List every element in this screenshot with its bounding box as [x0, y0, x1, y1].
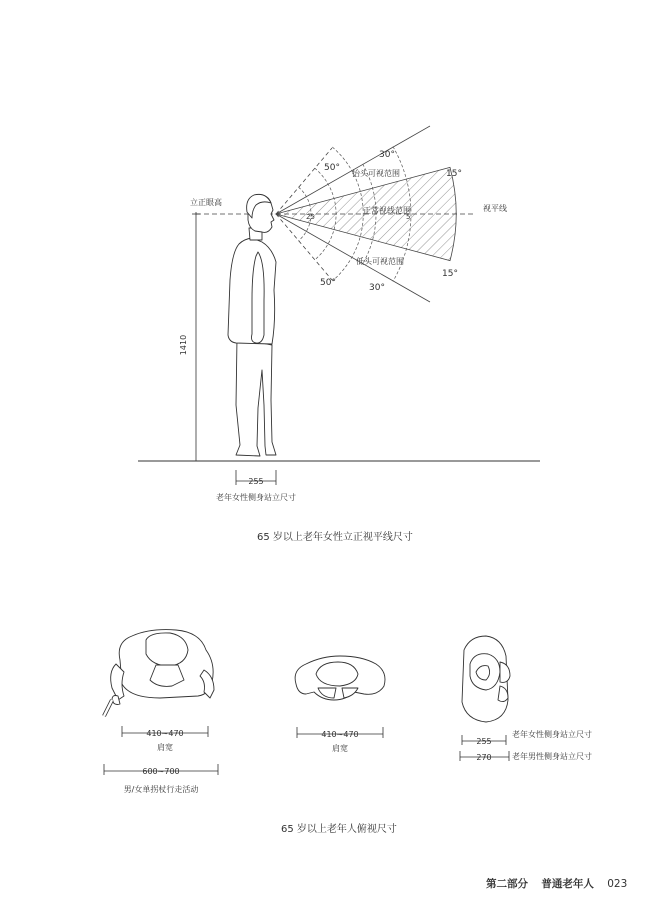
figure1-caption: 65 岁以上老年女性立正视平线尺寸	[257, 532, 413, 543]
angle-label-50-down: 50°	[320, 278, 336, 288]
standing-elevation-figure	[138, 126, 540, 502]
angle-label-30-down: 30°	[369, 283, 385, 293]
side-standing-top-view	[462, 636, 510, 722]
eye-height-label: 立正眼高	[190, 198, 222, 207]
foot-dimension-value: 255	[248, 477, 264, 486]
cane-walker-top-view	[104, 630, 214, 716]
standing-woman-outline	[228, 194, 276, 456]
page-footer	[486, 876, 627, 891]
cane-width-dimension-value: 600~700	[142, 767, 180, 776]
figure2-caption: 65 岁以上老年人俯视尺寸	[281, 824, 397, 835]
male-dimension-value: 270	[476, 753, 492, 762]
male-caption: 老年男性侧身站立尺寸	[512, 752, 592, 761]
angle-label-15-up: 15°	[446, 169, 462, 179]
female-caption: 老年女性侧身站立尺寸	[512, 730, 592, 739]
inner-angle-b: 5	[406, 213, 411, 221]
top-view-figures	[104, 630, 592, 794]
head-down-range-label: 低头可视范围	[356, 257, 404, 266]
foot-caption: 老年女性侧身站立尺寸	[216, 493, 296, 502]
shoulder-label-front: 肩宽	[332, 744, 348, 753]
footer-title: 普通老年人	[541, 878, 594, 890]
inner-angle-a: 25	[306, 213, 315, 221]
female-dimension-value: 255	[476, 737, 492, 746]
page-number: 023	[607, 878, 628, 890]
head-up-range-label: 抬头可视范围	[352, 169, 400, 178]
shoulder-dimension-value-front: 410~470	[321, 730, 359, 739]
line-of-sight-label: 视平线	[483, 204, 507, 213]
normal-range-label: 正常视线范围	[363, 206, 411, 215]
shoulder-label-cane: 肩宽	[157, 743, 173, 752]
angle-label-15-down: 15°	[442, 269, 458, 279]
height-dimension-value: 1410	[179, 334, 188, 356]
shoulder-dimension-value-cane: 410~470	[146, 729, 184, 738]
frontal-top-view	[295, 656, 385, 700]
angle-label-30-up: 30°	[379, 150, 395, 160]
footer-section: 第二部分	[486, 878, 528, 890]
cane-caption: 男/女单拐杖行走活动	[123, 785, 199, 794]
angle-label-50-up: 50°	[324, 163, 340, 173]
